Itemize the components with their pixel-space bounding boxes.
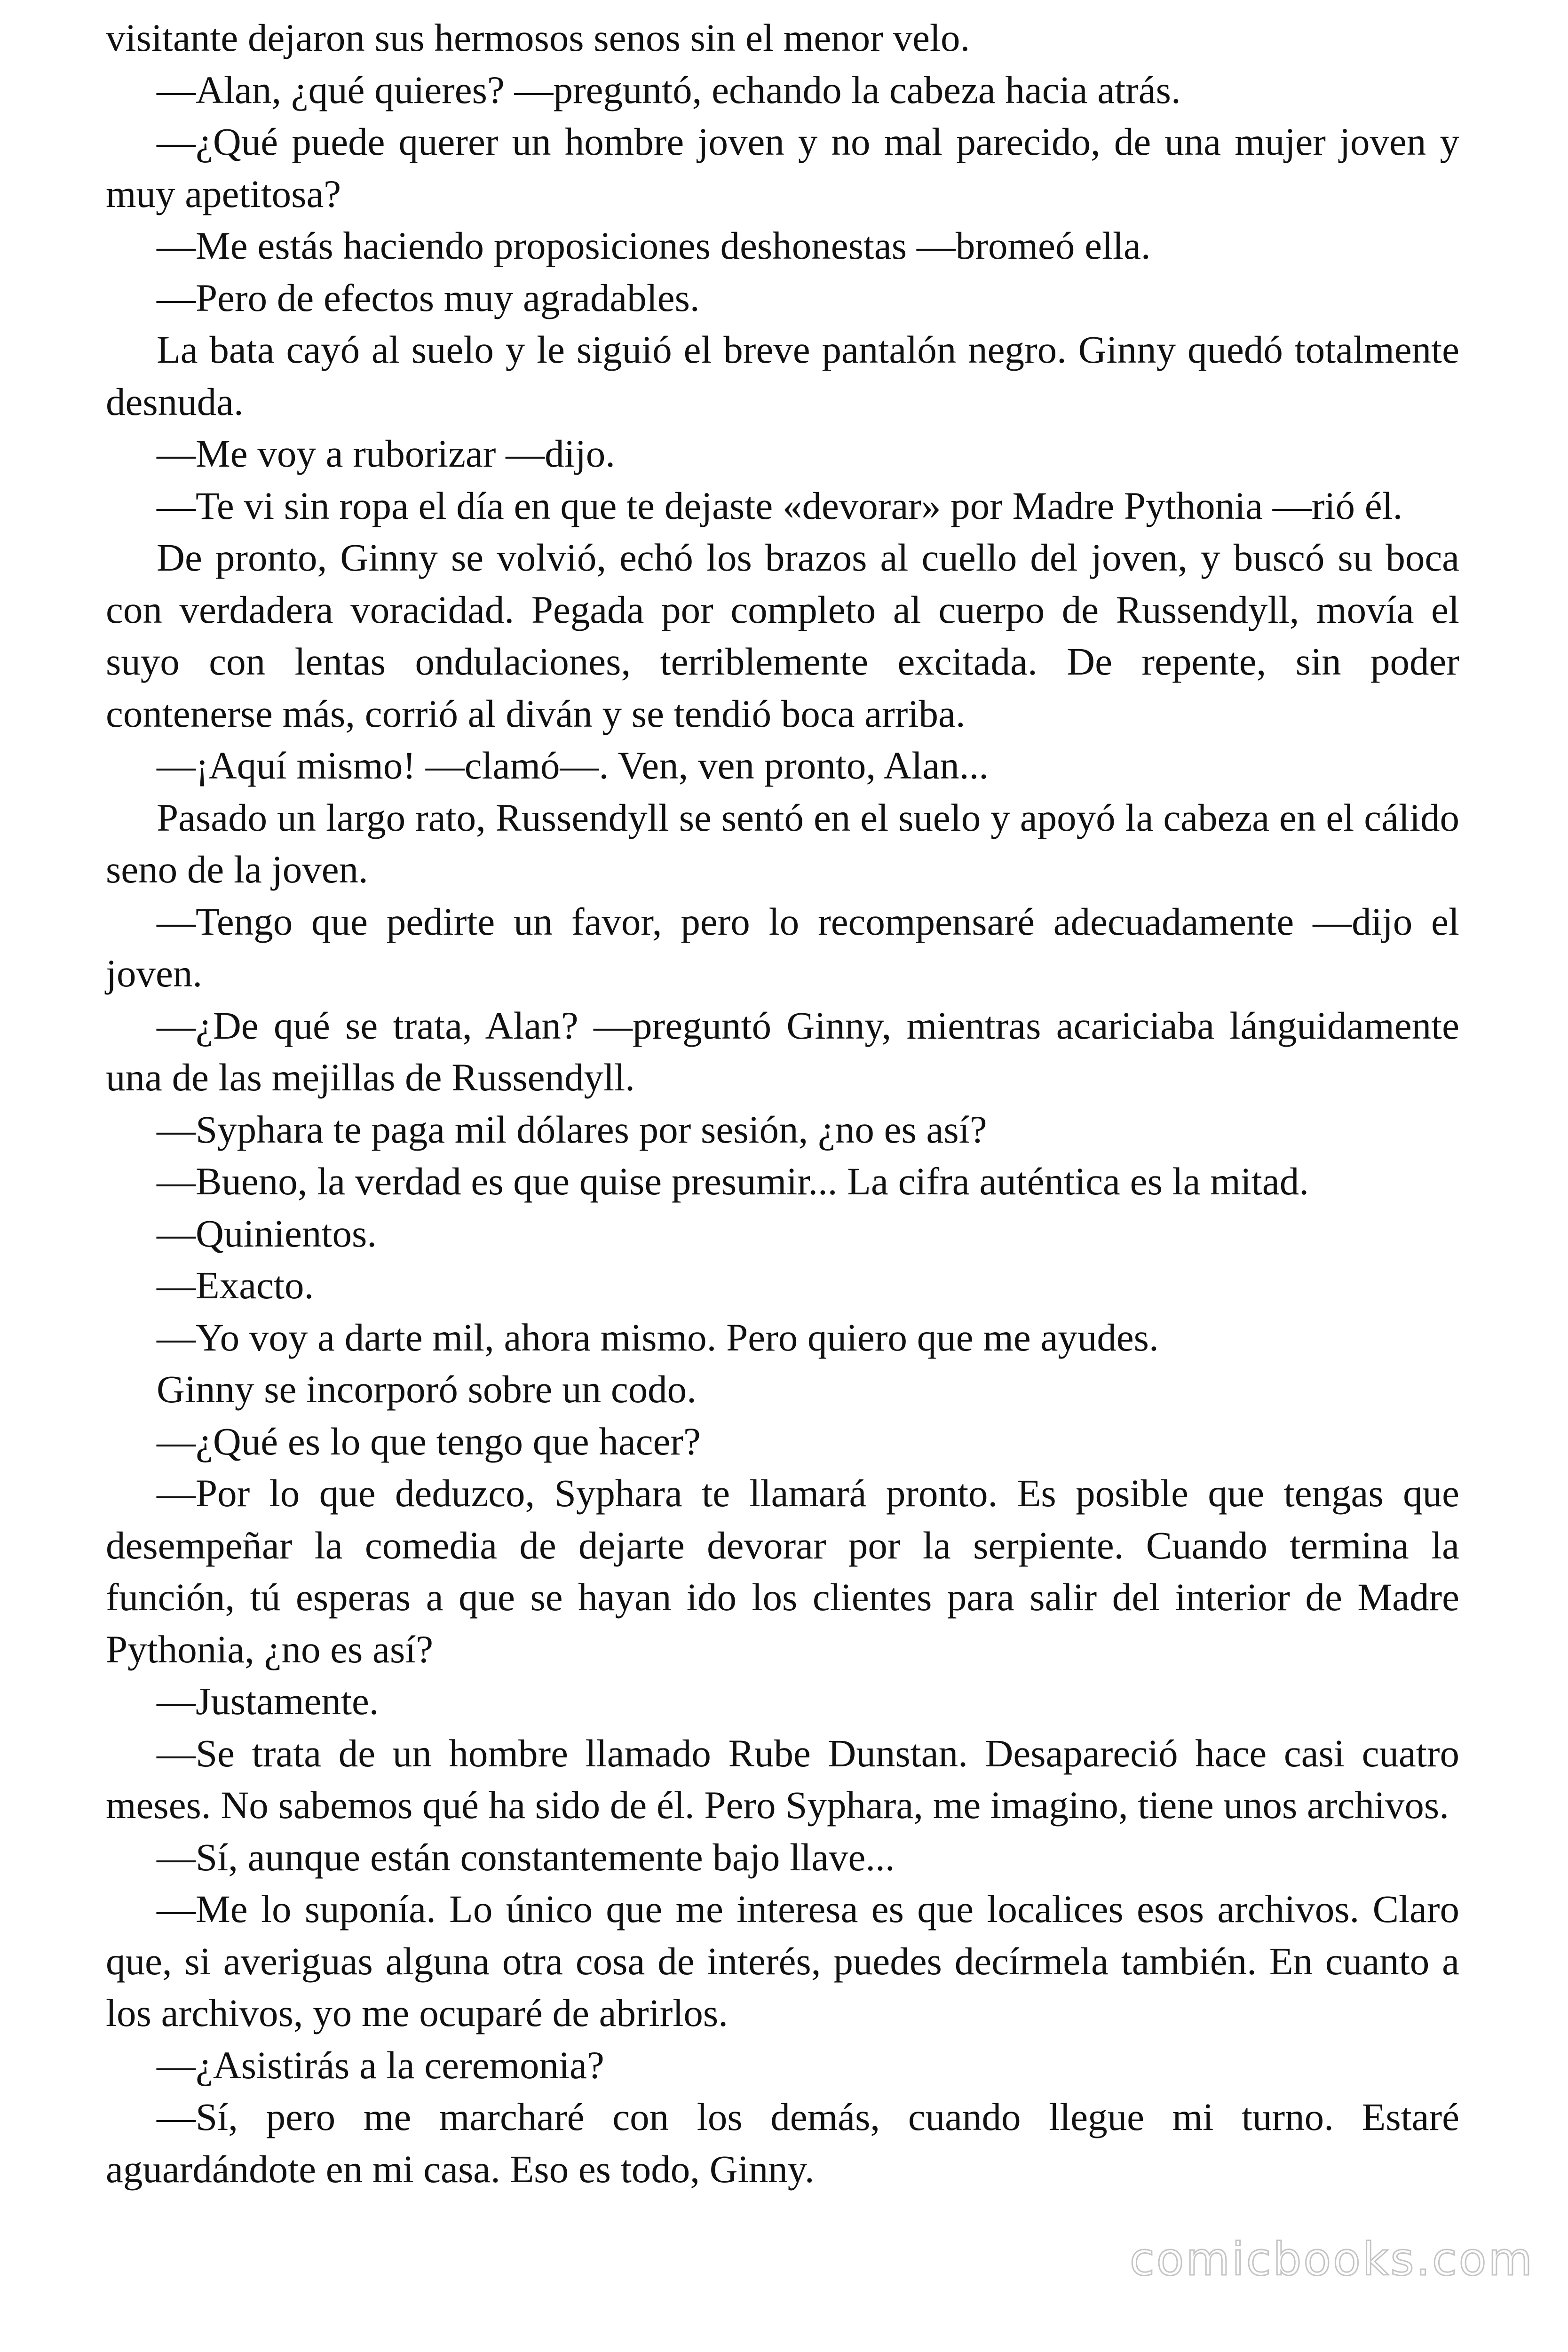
paragraph: —Por lo que deduzco, Syphara te llamará pronto. Es posible que tengas que desempeñar la comedia de dejarte devorar por la serpiente. Cuando termina la función, tú esperas a que se hayan ido los clientes para salir del interior de Madre Pythonia, ¿no es así? <box>106 1471 1459 1671</box>
paragraph: Pasado un largo rato, Russendyll se sentó en el suelo y apoyó la cabeza en el cálido seno de la joven. <box>106 795 1459 891</box>
paragraph: —Exacto. <box>157 1263 314 1307</box>
paragraph: —Yo voy a darte mil, ahora mismo. Pero quiero que me ayudes. <box>157 1315 1159 1359</box>
paragraph: De pronto, Ginny se volvió, echó los brazos al cuello del joven, y buscó su boca con verdadera voracidad. Pegada por completo al cuerpo de Russendyll, movía el suyo con lentas ondulaciones, terriblemente excitada. De repente, sin poder contenerse más, corrió al diván y se tendió boca arriba. <box>106 536 1459 735</box>
paragraph: —Se trata de un hombre llamado Rube Dunstan. Desapareció hace casi cuatro meses. No sabemos qué ha sido de él. Pero Syphara, me imagino, tiene unos archivos. <box>106 1731 1459 1827</box>
paragraph: —Tengo que pedirte un favor, pero lo recompensaré adecuadamente —dijo el joven. <box>106 899 1459 995</box>
paragraph: —Bueno, la verdad es que quise presumir... La cifra auténtica es la mitad. <box>157 1160 1309 1203</box>
paragraph: —Me estás haciendo proposiciones deshonestas —bromeó ella. <box>157 224 1151 267</box>
paragraph: —Syphara te paga mil dólares por sesión, ¿no es así? <box>157 1107 987 1151</box>
paragraph: —¿Asistirás a la ceremonia? <box>157 2043 604 2087</box>
paragraph: —¿Qué puede querer un hombre joven y no mal parecido, de una mujer joven y muy apetitosa? <box>106 120 1459 215</box>
paragraph: —¿De qué se trata, Alan? —preguntó Ginny, mientras acariciaba lánguidamente una de las mejillas de Russendyll. <box>106 1003 1459 1099</box>
paragraph: —Me voy a ruborizar —dijo. <box>157 432 616 475</box>
paragraph: —Alan, ¿qué quieres? —preguntó, echando la cabeza hacia atrás. <box>157 68 1181 111</box>
paragraph: Ginny se incorporó sobre un codo. <box>157 1367 697 1411</box>
paragraph: —Quinientos. <box>157 1211 377 1255</box>
paragraph: —¡Aquí mismo! —clamó—. Ven, ven pronto, Alan... <box>157 744 989 787</box>
watermark: comicbooks.com <box>1129 2233 1534 2286</box>
paragraph: visitante dejaron sus hermosos senos sin el menor velo. <box>106 16 970 59</box>
paragraph: La bata cayó al suelo y le siguió el breve pantalón negro. Ginny quedó totalmente desnuda. <box>106 328 1459 423</box>
paragraph: —¿Qué es lo que tengo que hacer? <box>157 1419 701 1463</box>
paragraph: —Sí, aunque están constantemente bajo llave... <box>157 1835 895 1879</box>
paragraph: —Pero de efectos muy agradables. <box>157 276 700 319</box>
paragraph: —Sí, pero me marcharé con los demás, cuando llegue mi turno. Estaré aguardándote en mi casa. Eso es todo, Ginny. <box>106 2095 1459 2191</box>
paragraph: —Te vi sin ropa el día en que te dejaste «devorar» por Madre Pythonia —rió él. <box>157 484 1403 527</box>
paragraph: —Me lo suponía. Lo único que me interesa es que localices esos archivos. Claro que, si averiguas alguna otra cosa de interés, puedes decírmela también. En cuanto a los archivos, yo me ocuparé de abrirlos. <box>106 1887 1459 2034</box>
paragraph: —Justamente. <box>157 1679 379 1723</box>
body-text <box>106 12 1459 2195</box>
